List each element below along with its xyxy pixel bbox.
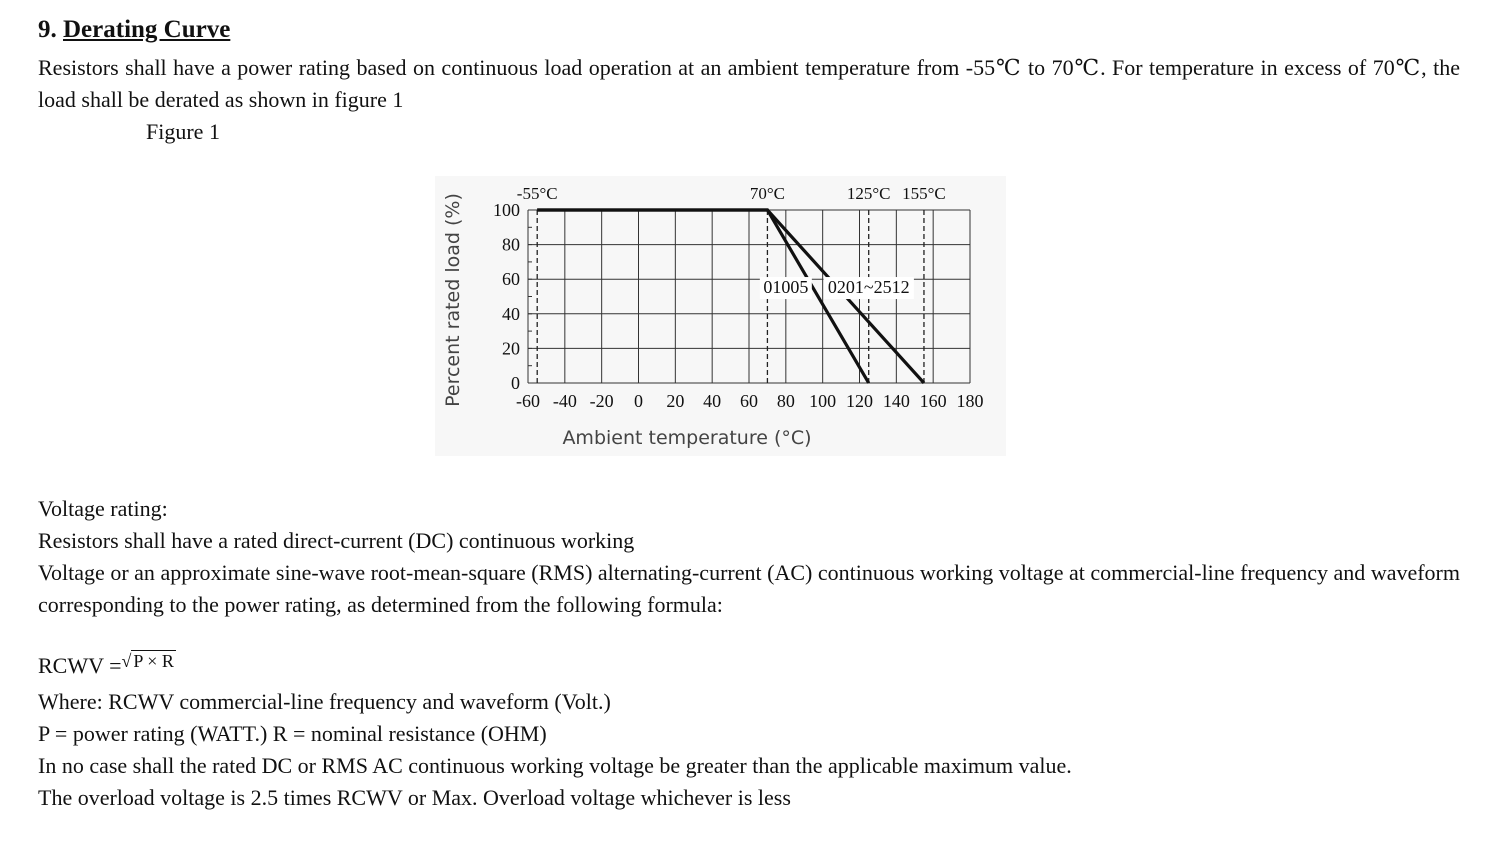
x-tick-label: 40 bbox=[703, 391, 722, 411]
top-temp-label: 70°C bbox=[749, 184, 785, 203]
section-title: Derating Curve bbox=[63, 16, 231, 43]
x-tick-label: 120 bbox=[846, 391, 873, 411]
no-case-line: In no case shall the rated DC or RMS AC continuous working voltage be greater than the applicable maximum value. bbox=[38, 753, 1072, 778]
overload-line: The overload voltage is 2.5 times RCWV or Max. Overload voltage whichever is less bbox=[38, 785, 791, 810]
definitions-line: P = power rating (WATT.) R = nominal resistance (OHM) bbox=[38, 721, 547, 746]
y-axis-title: Percent rated load (%) bbox=[442, 193, 464, 407]
y-tick-label: 0 bbox=[511, 373, 520, 393]
x-tick-label: 0 bbox=[634, 391, 643, 411]
x-tick-label: 140 bbox=[882, 391, 910, 411]
top-temp-label: -55°C bbox=[516, 184, 558, 203]
x-tick-label: 80 bbox=[776, 391, 795, 411]
y-tick-label: 100 bbox=[493, 200, 520, 220]
derating-figure bbox=[435, 176, 1006, 456]
x-tick-label: 160 bbox=[919, 391, 947, 411]
x-tick-label: 60 bbox=[740, 391, 758, 411]
top-temp-label: 155°C bbox=[902, 184, 946, 203]
top-temp-label: 125°C bbox=[846, 184, 891, 203]
series-label: 0201~2512 bbox=[827, 277, 910, 298]
series-line bbox=[537, 210, 869, 383]
x-tick-label: -20 bbox=[589, 391, 614, 411]
x-tick-label: 20 bbox=[666, 391, 685, 411]
section-number: 9. bbox=[38, 16, 57, 43]
y-tick-label: 80 bbox=[502, 234, 520, 255]
square-root bbox=[122, 645, 176, 677]
radical-sign: √ bbox=[121, 651, 132, 671]
y-tick-label: 60 bbox=[502, 269, 520, 290]
y-tick-label: 20 bbox=[502, 338, 520, 359]
x-tick-label: 180 bbox=[956, 391, 984, 411]
where-line: Where: RCWV commercial-line frequency and waveform (Volt.) bbox=[38, 689, 611, 714]
voltage-paragraph: Voltage or an approximate sine-wave root-mean-square (RMS) alternating-current (AC) continuous working voltage at commercial-line frequency and waveform corresponding to the power rating, as determined from the following formula: bbox=[38, 560, 1460, 617]
series-label: 01005 bbox=[763, 277, 809, 298]
section-heading bbox=[38, 14, 230, 46]
x-tick-label: 100 bbox=[809, 391, 837, 411]
x-tick-label: -40 bbox=[552, 391, 577, 411]
rcwv-formula bbox=[38, 650, 176, 683]
voltage-line-1: Resistors shall have a rated direct-current (DC) continuous working bbox=[38, 528, 635, 553]
x-tick-label: -60 bbox=[516, 391, 540, 411]
figure-caption: Figure 1 bbox=[146, 119, 220, 144]
x-axis-title: Ambient temperature (°C) bbox=[562, 427, 812, 449]
formula-radicand: P × R bbox=[133, 651, 174, 671]
derating-chart bbox=[435, 176, 1006, 456]
intro-paragraph: Resistors shall have a power rating based on continuous load operation at an ambient temperature from -55℃ to 70℃. For temperature in excess of 70℃, the load shall be derated as shown in figure 1 bbox=[38, 55, 1460, 112]
formula-lhs: RCWV = bbox=[38, 653, 122, 678]
voltage-heading: Voltage rating: bbox=[38, 496, 168, 521]
y-tick-label: 40 bbox=[502, 303, 520, 324]
